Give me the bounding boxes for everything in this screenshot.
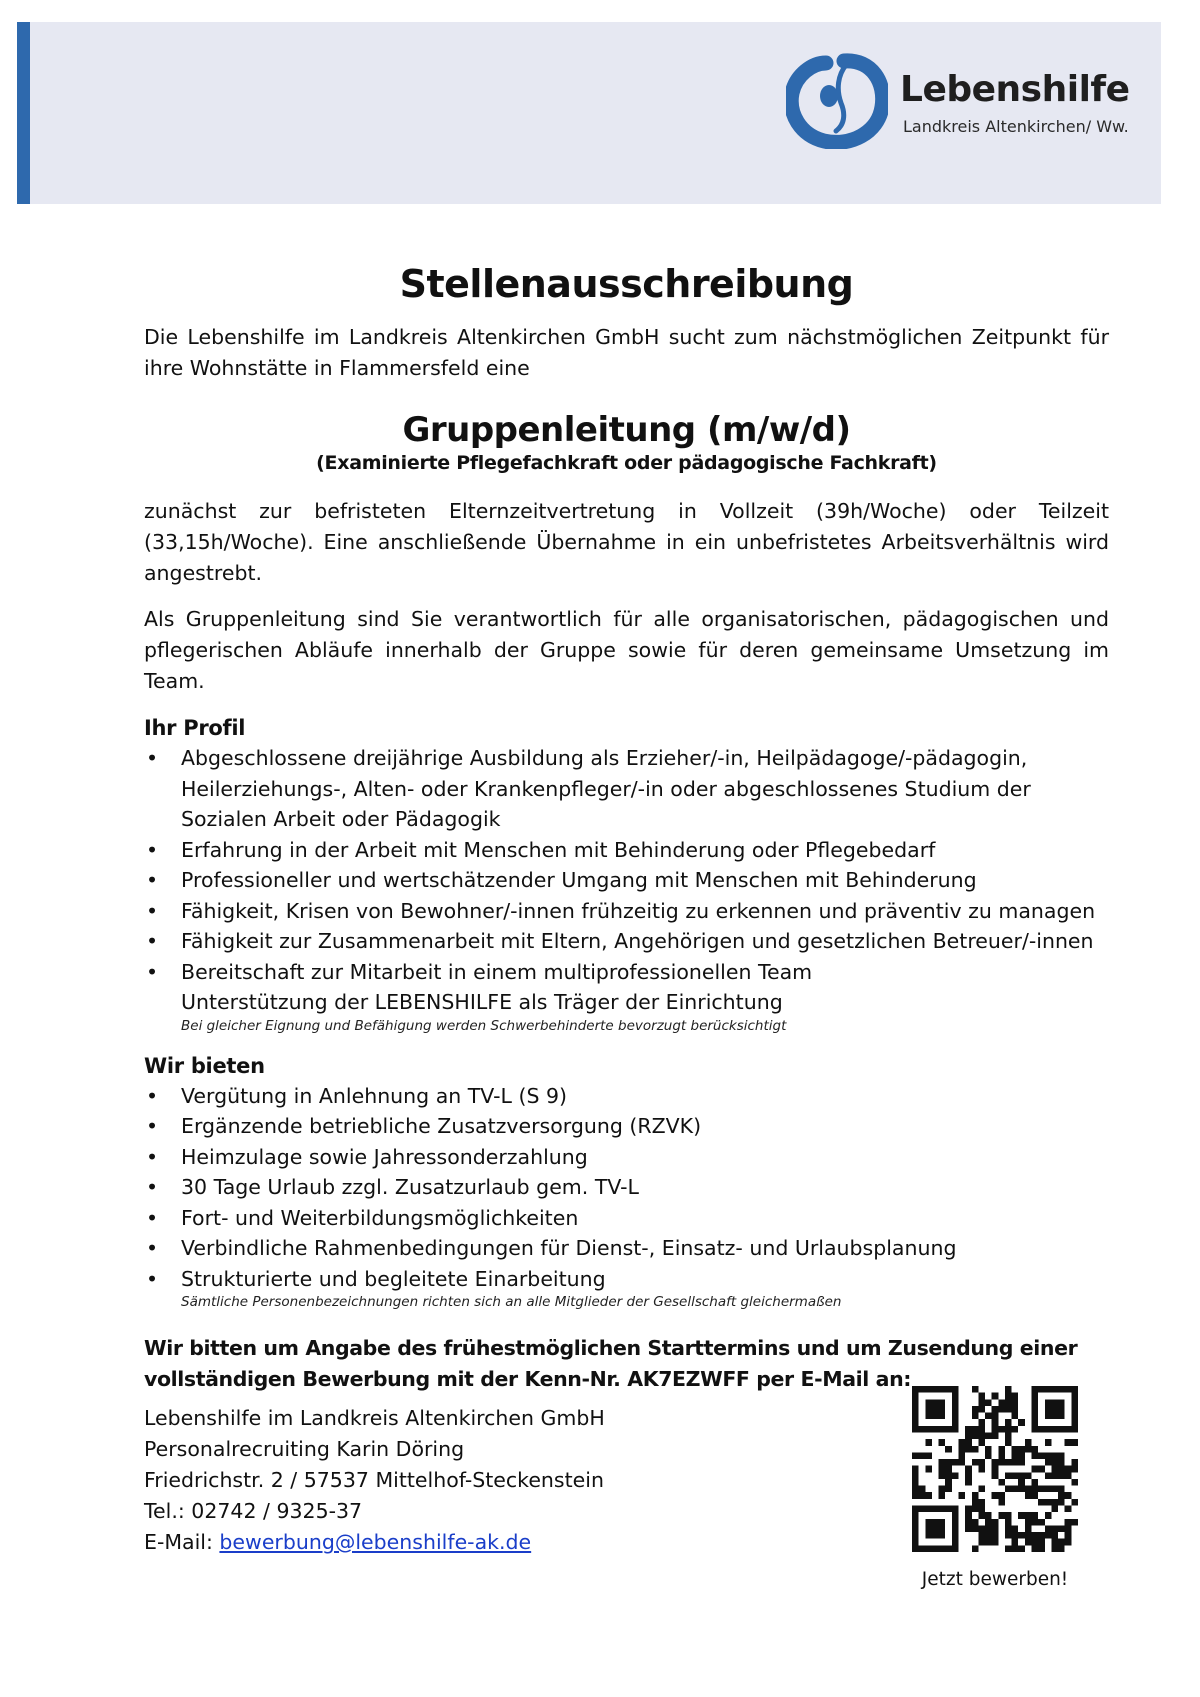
logo-subtitle: Landkreis Altenkirchen/ Ww. bbox=[903, 117, 1129, 136]
profile-heading: Ihr Profil bbox=[144, 716, 246, 740]
job-title: Gruppenleitung (m/w/d) bbox=[402, 410, 851, 450]
list-item: • Abgeschlossene dreijährige Ausbildung als Erzieher/-in, Heilpädagoge/-pädagogin, Heilerziehungs-, Alten- oder Krankenpfleger/-in oder abgeschlossenes Studium der Sozialen Arbeit oder Pädagogik bbox=[144, 743, 1109, 835]
profile-continuation: Unterstützung der LEBENSHILFE als Träger der Einrichtung bbox=[181, 990, 783, 1014]
list-item: • Bereitschaft zur Mitarbeit in einem multiprofessionellen Team bbox=[144, 957, 1109, 988]
offer-note: Sämtliche Personenbezeichnungen richten sich an alle Mitglieder der Gesellschaft gleichermaßen bbox=[181, 1294, 842, 1310]
list-item: • Ergänzende betriebliche Zusatzversorgung (RZVK) bbox=[144, 1111, 1109, 1142]
list-item: • Fort- und Weiterbildungsmöglichkeiten bbox=[144, 1203, 1109, 1234]
list-item: • 30 Tage Urlaub zzgl. Zusatzurlaub gem. TV-L bbox=[144, 1172, 1109, 1203]
page-title: Stellenausschreibung bbox=[399, 262, 854, 306]
email-label: E-Mail: bbox=[144, 1530, 220, 1554]
qr-label: Jetzt bewerben! bbox=[921, 1569, 1069, 1590]
list-item: • Strukturierte und begleitete Einarbeitung bbox=[144, 1264, 1109, 1295]
lebenshilfe-logo-icon bbox=[786, 51, 888, 149]
list-item: • Fähigkeit, Krisen von Bewohner/-innen frühzeitig zu erkennen und präventiv zu managen bbox=[144, 896, 1109, 927]
list-item: • Verbindliche Rahmenbedingungen für Dienst-, Einsatz- und Urlaubsplanung bbox=[144, 1233, 1109, 1264]
logo-name: Lebenshilfe bbox=[900, 69, 1130, 110]
responsibility-paragraph: Als Gruppenleitung sind Sie verantwortlich für alle organisatorischen, pädagogischen und pflegerischen Abläufe innerhalb der Gruppe sowie für deren gemeinsame Umsetzung im Team. bbox=[144, 607, 1109, 693]
list-item: • Erfahrung in der Arbeit mit Menschen mit Behinderung oder Pflegebedarf bbox=[144, 835, 1109, 866]
job-posting bbox=[144, 262, 1109, 1558]
email-link[interactable]: bewerbung@lebenshilfe-ak.de bbox=[219, 1530, 532, 1554]
contact-company: Lebenshilfe im Landkreis Altenkirchen GmbH bbox=[144, 1406, 605, 1430]
list-item: • Professioneller und wertschätzender Umgang mit Menschen mit Behinderung bbox=[144, 865, 1109, 896]
header-band bbox=[17, 22, 1161, 204]
contact-address: Friedrichstr. 2 / 57537 Mittelhof-Steckenstein bbox=[144, 1468, 604, 1492]
offer-list bbox=[144, 1081, 1109, 1295]
list-item: • Vergütung in Anlehnung an TV-L (S 9) bbox=[144, 1081, 1109, 1112]
profile-list bbox=[144, 743, 1109, 987]
contact-phone: Tel.: 02742 / 9325-37 bbox=[144, 1499, 363, 1523]
profile-note: Bei gleicher Eignung und Befähigung werden Schwerbehinderte bevorzugt berücksichtigt bbox=[181, 1017, 787, 1034]
intro-paragraph: Die Lebenshilfe im Landkreis Altenkirchen GmbH sucht zum nächstmöglichen Zeitpunkt für ihre Wohnstätte in Flammersfeld eine bbox=[144, 325, 1109, 380]
list-item: • Heimzulage sowie Jahressonderzahlung bbox=[144, 1142, 1109, 1173]
header-accent-bar bbox=[17, 22, 30, 204]
employment-paragraph: zunächst zur befristeten Elternzeitvertretung in Vollzeit (39h/Woche) oder Teilzeit (33,15h/Woche). Eine anschließende Übernahme in ein unbefristetes Arbeitsverhältnis wird angestrebt. bbox=[144, 499, 1109, 585]
list-item: • Fähigkeit zur Zusammenarbeit mit Eltern, Angehörigen und gesetzlichen Betreuer/-innen bbox=[144, 926, 1109, 957]
job-subtitle: (Examinierte Pflegefachkraft oder pädagogische Fachkraft) bbox=[316, 452, 937, 474]
qr-code-icon[interactable] bbox=[912, 1386, 1078, 1552]
offer-heading: Wir bieten bbox=[144, 1053, 265, 1078]
call-to-action: Wir bitten um Angabe des frühestmöglichen Starttermins und um Zusendung einer vollständigen Bewerbung mit der Kenn-Nr. AK7EZWFF per E-Mail an: bbox=[144, 1336, 1078, 1391]
contact-person: Personalrecruiting Karin Döring bbox=[144, 1437, 465, 1461]
